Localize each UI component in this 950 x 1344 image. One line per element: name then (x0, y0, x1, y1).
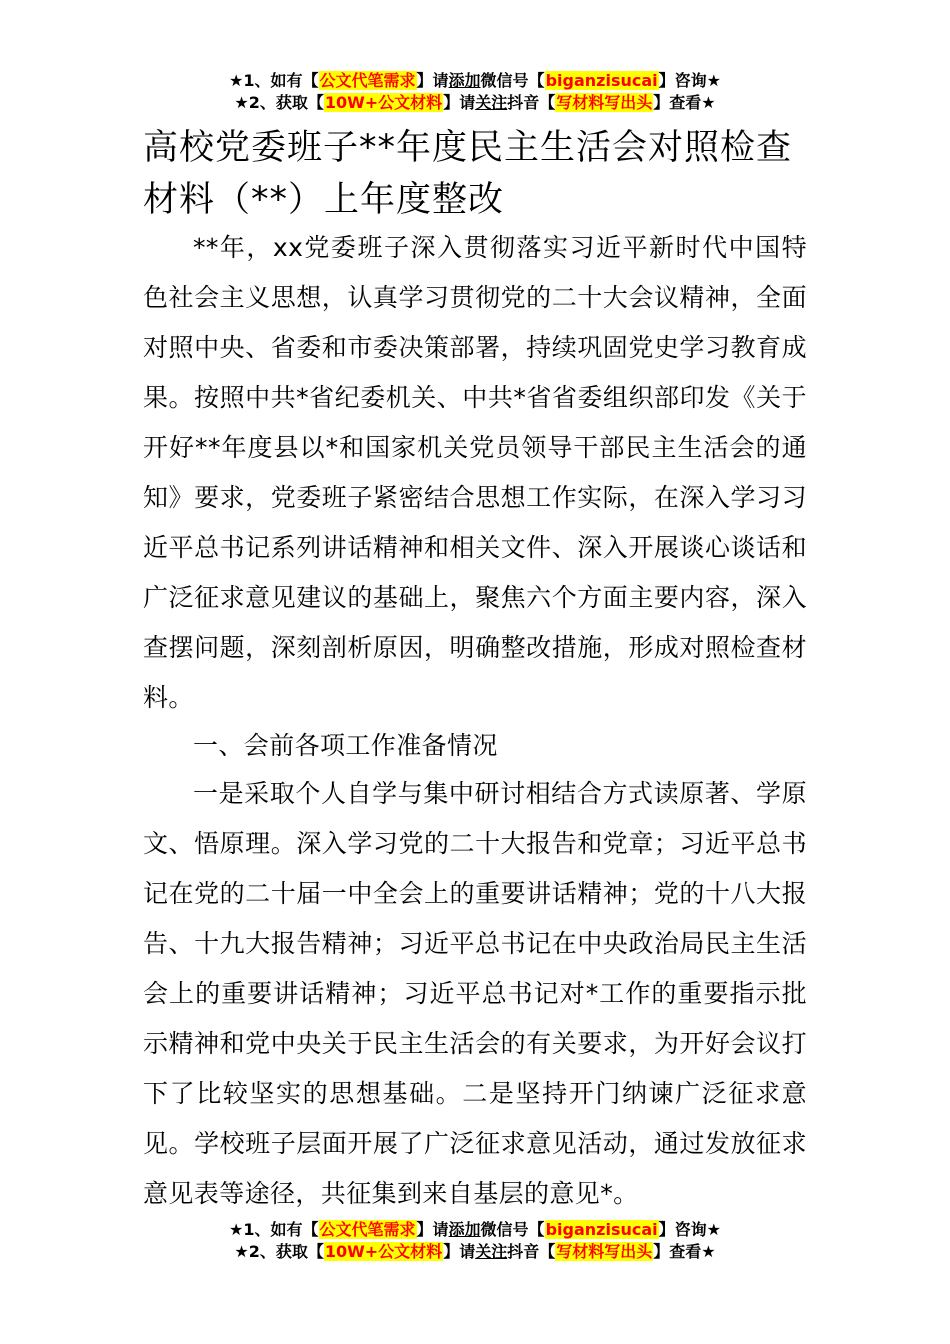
promo-line-2 (0, 1241, 950, 1263)
promo-highlight: 写材料写出头 (556, 93, 653, 112)
promo-text: 抖音【 (507, 1242, 556, 1261)
top-promo-banner (0, 70, 950, 114)
promo-highlight: 公文代笔需求 (319, 1220, 416, 1239)
document-title: 高校党委班子**年度民主生活会对照检查材料（**）上年度整改 (143, 128, 793, 220)
promo-text: 】请 (416, 71, 449, 90)
section-heading: 一、会前各项工作准备情况 (193, 731, 498, 760)
promo-emphasis: 关注 (475, 1242, 508, 1261)
promo-text: 】查看★ (653, 93, 716, 112)
promo-text: ★1、如有【 (229, 1220, 319, 1239)
body-paragraph: **年，xx党委班子深入贯彻落实习近平新时代中国特色社会主义思想，认真学习贯彻党的二十大会议精神，全面对照中央、省委和市委决策部署，持续巩固党史学习教育成果。按照中共*省纪委机关、中共*省省委组织部印发《关于开好**年度县以*和国家机关党员领导干部民主生活会的通知》要求，党委班子紧密结合思想工作实际，在深入学习习近平总书记系列讲话精神和相关文件、深入开展谈心谈话和广泛征求意见建议的基础上，聚焦六个方面主要内容，深入查摆问题，深刻剖析原因，明确整改措施，形成对照检查材料。 (143, 233, 807, 712)
promo-highlight: 写材料写出头 (556, 1242, 653, 1261)
promo-emphasis: 关注 (475, 93, 508, 112)
promo-emphasis: 添加 (448, 1220, 481, 1239)
body-paragraph: 一是采取个人自学与集中研讨相结合方式读原著、学原文、悟原理。深入学习党的二十大报告和党章；习近平总书记在党的二十届一中全会上的重要讲话精神；党的十八大报告、十九大报告精神；习近平总书记在中央政治局民主生活会上的重要讲话精神；习近平总书记对*工作的重要指示批示精神和党中央关于民主生活会的有关要求，为开好会议打下了比较坚实的思想基础。二是坚持开门纳谏广泛征求意见。学校班子层面开展了广泛征求意见活动，通过发放征求意见表等途径，共征集到来自基层的意见*。 (143, 779, 807, 1208)
promo-highlight: 10W+公文材料 (324, 1242, 443, 1261)
promo-text: 】咨询★ (658, 1220, 721, 1239)
promo-line-1 (0, 70, 950, 92)
promo-line-2 (0, 92, 950, 114)
promo-highlight: 10W+公文材料 (324, 93, 443, 112)
promo-text: ★1、如有【 (229, 71, 319, 90)
promo-text: 】查看★ (653, 1242, 716, 1261)
promo-text: 】请 (443, 93, 476, 112)
promo-text: 】请 (443, 1242, 476, 1261)
promo-emphasis: 添加 (448, 71, 481, 90)
promo-text: 】请 (416, 1220, 449, 1239)
promo-highlight: biganzisucai (545, 1220, 658, 1239)
promo-text: ★2、获取【 (234, 1242, 324, 1261)
promo-text: 】咨询★ (658, 71, 721, 90)
promo-text: ★2、获取【 (234, 93, 324, 112)
promo-text: 抖音【 (507, 93, 556, 112)
bottom-promo-banner (0, 1219, 950, 1263)
promo-highlight: biganzisucai (545, 71, 658, 90)
promo-line-1 (0, 1219, 950, 1241)
promo-highlight: 公文代笔需求 (319, 71, 416, 90)
promo-text: 微信号【 (480, 71, 545, 90)
promo-text: 微信号【 (480, 1220, 545, 1239)
